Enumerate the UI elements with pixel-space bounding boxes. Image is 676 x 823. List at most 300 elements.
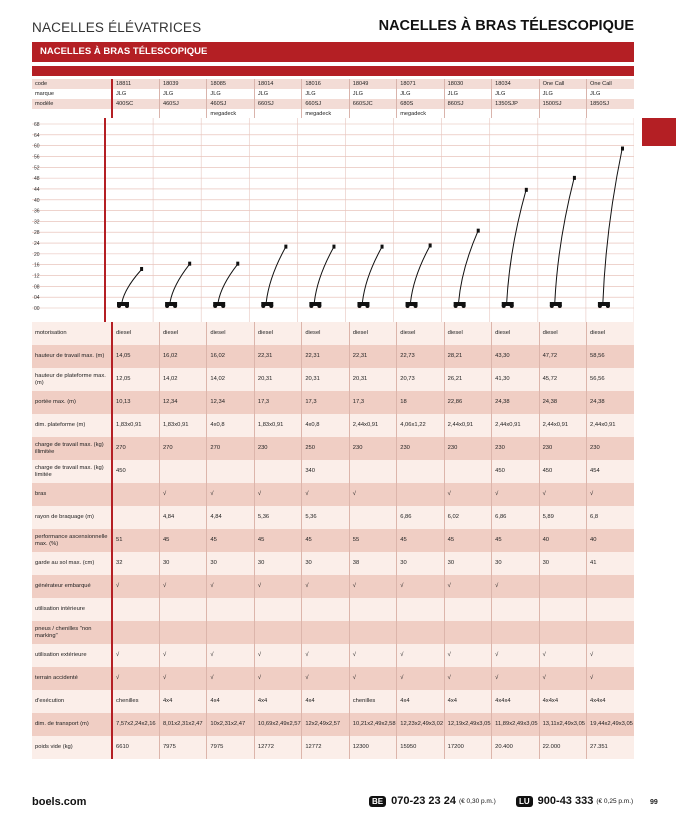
ident-cell-code: 18030 [444, 79, 491, 89]
chart-tick-label: 52 [34, 165, 40, 172]
spec-cell: 270 [207, 437, 254, 460]
spec-cell: 22.000 [539, 736, 586, 759]
spec-cell: 16,02 [159, 345, 206, 368]
ident-cell-code: 18049 [349, 79, 396, 89]
machine-boom [266, 248, 285, 302]
spec-cell: √ [349, 575, 396, 598]
spec-cell: 12x2,49x2,57 [302, 713, 349, 736]
spec-cell [349, 598, 396, 621]
machine-boom [362, 248, 381, 302]
ident-cell-model: 460SJ [159, 99, 206, 109]
machine-wheel [357, 304, 361, 308]
spec-cell: 24,38 [587, 391, 634, 414]
spec-cell: 12,34 [207, 391, 254, 414]
spec-row [32, 644, 634, 667]
spec-cell: 30 [539, 552, 586, 575]
spec-cell: 26,21 [444, 368, 491, 391]
ident-cell-model: 860SJ [444, 99, 491, 109]
spec-cell: diesel [159, 322, 206, 345]
spec-cell: 4x4 [397, 690, 444, 713]
spec-cell: √ [444, 575, 491, 598]
spec-cell: 43,30 [492, 345, 539, 368]
spec-cell [112, 506, 159, 529]
spec-cell: 6610 [112, 736, 159, 759]
spec-cell: 45,72 [539, 368, 586, 391]
spec-cell: 5,36 [254, 506, 301, 529]
spec-label: dim. plateforme (m) [32, 414, 112, 437]
spec-cell: 454 [587, 460, 634, 483]
spec-cell: 20,31 [302, 368, 349, 391]
spec-cell: 17,3 [302, 391, 349, 414]
spec-cell: diesel [587, 322, 634, 345]
spec-cell [349, 506, 396, 529]
spec-cell: √ [587, 483, 634, 506]
machine-platform [573, 176, 576, 180]
spec-cell: 1,83x0,91 [254, 414, 301, 437]
machine-boom [411, 246, 430, 302]
machine-platform [236, 262, 239, 266]
spec-cell: √ [492, 667, 539, 690]
ident-label: modèle [32, 99, 112, 109]
spec-cell: √ [302, 667, 349, 690]
spec-cell: 30 [397, 552, 444, 575]
spec-cell: √ [302, 575, 349, 598]
spec-cell: √ [159, 575, 206, 598]
spec-cell: 28,21 [444, 345, 491, 368]
spec-cell: √ [444, 667, 491, 690]
spec-cell: 41 [587, 552, 634, 575]
spec-cell [539, 598, 586, 621]
ident-row-code [32, 79, 634, 89]
spec-cell [397, 621, 444, 644]
machine-wheel [365, 304, 369, 308]
spec-cell [539, 575, 586, 598]
spec-cell: √ [207, 667, 254, 690]
spec-cell: 12,19x2,49x3,05 [444, 713, 491, 736]
spec-cell: 12772 [254, 736, 301, 759]
spec-cell: 7975 [159, 736, 206, 759]
spec-cell: 45 [397, 529, 444, 552]
spec-cell: 230 [349, 437, 396, 460]
ident-cell-brand: JLG [159, 89, 206, 99]
spec-cell: 47,72 [539, 345, 586, 368]
spec-cell: 270 [112, 437, 159, 460]
ident-cell-model: 1350SJP [492, 99, 539, 109]
spec-cell [207, 598, 254, 621]
phone-lu[interactable] [516, 795, 633, 807]
machine-platform [188, 262, 191, 266]
spec-row [32, 460, 634, 483]
header-divider-bar [32, 66, 634, 76]
spec-cell [349, 460, 396, 483]
machine-wheel [406, 304, 410, 308]
spec-cell: diesel [207, 322, 254, 345]
ident-cell-brand: JLG [444, 89, 491, 99]
phone-be[interactable] [369, 795, 496, 807]
machine-wheel [261, 304, 265, 308]
spec-cell: √ [254, 483, 301, 506]
chart-tick-label: 20 [34, 251, 40, 258]
spec-cell: 4x0,8 [207, 414, 254, 437]
spec-cell [302, 598, 349, 621]
spec-cell: 13,11x2,49x3,05 [539, 713, 586, 736]
ident-cell-code: 18071 [397, 79, 444, 89]
ident-cell-brand: JLG [539, 89, 586, 99]
machine-boom [603, 150, 622, 302]
spec-cell: 4x4 [254, 690, 301, 713]
spec-cell: diesel [349, 322, 396, 345]
machine-platform [525, 188, 528, 192]
spec-cell: √ [207, 483, 254, 506]
machine-platform [429, 243, 432, 247]
spec-cell: √ [112, 667, 159, 690]
spec-cell [539, 621, 586, 644]
spec-cell [587, 621, 634, 644]
spec-row [32, 621, 634, 644]
spec-cell: 4,06x1,22 [397, 414, 444, 437]
spec-cell: 38 [349, 552, 396, 575]
spec-cell: 5,36 [302, 506, 349, 529]
spec-cell: 6,86 [492, 506, 539, 529]
spec-cell [112, 598, 159, 621]
ident-cell-code: 18085 [207, 79, 254, 89]
spec-cell [159, 598, 206, 621]
spec-label: d'exécution [32, 690, 112, 713]
spec-cell: 19,44x2,49x3,05 [587, 713, 634, 736]
spec-cell [397, 460, 444, 483]
website-link[interactable]: boels.com [32, 796, 87, 808]
spec-cell: 14,02 [207, 368, 254, 391]
spec-cell: 20,73 [397, 368, 444, 391]
spec-label: pneus / chenilles "non marking" [32, 621, 112, 644]
spec-cell: 2,44x0,91 [587, 414, 634, 437]
chart-tick-label: 00 [34, 306, 40, 312]
ident-cell-model: 460SJ [207, 99, 254, 109]
chart-tick-label: 60 [34, 143, 40, 150]
spec-label: performance ascensionnelle max. (%) [32, 529, 112, 552]
chart-tick-label: 36 [34, 208, 40, 215]
spec-cell: √ [539, 667, 586, 690]
spec-label: rayon de braquage (m) [32, 506, 112, 529]
spec-cell: 45 [444, 529, 491, 552]
spec-cell: √ [159, 644, 206, 667]
chart-tick-label: 04 [34, 295, 40, 302]
spec-cell: 20.400 [492, 736, 539, 759]
spec-cell: 17,3 [254, 391, 301, 414]
machine-identification-table [32, 79, 634, 119]
spec-cell: 10x2,31x2,47 [207, 713, 254, 736]
spec-cell: 6,8 [587, 506, 634, 529]
spec-cell: √ [444, 483, 491, 506]
spec-cell: 8,01x2,31x2,47 [159, 713, 206, 736]
spec-cell: 45 [302, 529, 349, 552]
spec-cell: 12,23x2,49x3,02 [397, 713, 444, 736]
spec-cell: 4x4 [159, 690, 206, 713]
spec-label: générateur embarqué [32, 575, 112, 598]
spec-row [32, 575, 634, 598]
spec-cell: 55 [349, 529, 396, 552]
chart-tick-label: 48 [34, 176, 40, 183]
spec-cell: √ [397, 575, 444, 598]
spec-cell: 250 [302, 437, 349, 460]
spec-cell: √ [587, 667, 634, 690]
machine-wheel [550, 304, 554, 308]
machine-boom [459, 232, 478, 302]
spec-cell: 4x4x4 [492, 690, 539, 713]
spec-row [32, 736, 634, 759]
spec-label: dim. de transport (m) [32, 713, 112, 736]
spec-cell: 7,57x2,24x2,16 [112, 713, 159, 736]
spec-cell [112, 621, 159, 644]
spec-label: garde au sol max. (cm) [32, 552, 112, 575]
spec-cell: 450 [492, 460, 539, 483]
spec-label: utilisation intérieure [32, 598, 112, 621]
machine-wheel [454, 304, 458, 308]
spec-cell: 14,05 [112, 345, 159, 368]
spec-cell: √ [492, 575, 539, 598]
spec-cell: 7975 [207, 736, 254, 759]
spec-row [32, 368, 634, 391]
machine-platform [381, 245, 384, 249]
spec-cell: 4,84 [207, 506, 254, 529]
spec-cell: √ [587, 644, 634, 667]
machine-wheel [125, 304, 129, 308]
spec-cell [207, 460, 254, 483]
spec-cell [492, 598, 539, 621]
spec-cell: 4x0,8 [302, 414, 349, 437]
spec-row [32, 322, 634, 345]
ident-cell-brand: JLG [349, 89, 396, 99]
spec-cell: √ [159, 483, 206, 506]
spec-cell: 45 [207, 529, 254, 552]
spec-cell [587, 598, 634, 621]
spec-cell: 4x4x4 [587, 690, 634, 713]
spec-cell: 17200 [444, 736, 491, 759]
spec-cell: 30 [254, 552, 301, 575]
spec-cell: 22,31 [349, 345, 396, 368]
ident-cell-brand: JLG [587, 89, 634, 99]
spec-cell [397, 598, 444, 621]
spec-cell: 10,69x2,49x2,57 [254, 713, 301, 736]
spec-cell: chenilles [112, 690, 159, 713]
spec-cell [349, 621, 396, 644]
ident-cell-note: megadeck [207, 109, 254, 119]
spec-cell: 14,02 [159, 368, 206, 391]
chart-tick-label: 64 [34, 132, 40, 139]
chart-tick-label: 44 [34, 186, 40, 193]
spec-label: motorisation [32, 322, 112, 345]
spec-cell: 2,44x0,91 [349, 414, 396, 437]
ident-cell-code: One Call [587, 79, 634, 89]
spec-cell: √ [397, 644, 444, 667]
spec-row [32, 345, 634, 368]
chart-tick-label: 12 [34, 273, 40, 280]
spec-cell: √ [302, 483, 349, 506]
spec-cell: 20,31 [349, 368, 396, 391]
machine-boom [555, 179, 574, 302]
machine-wheel [598, 304, 602, 308]
spec-cell: √ [349, 644, 396, 667]
spec-cell: 2,44x0,91 [492, 414, 539, 437]
working-height-chart [32, 118, 634, 322]
spec-cell: 56,56 [587, 368, 634, 391]
machine-wheel [414, 304, 418, 308]
ident-cell-model: 1850SJ [587, 99, 634, 109]
spec-cell: √ [112, 644, 159, 667]
ident-cell-code: 18016 [302, 79, 349, 89]
be-phone-number: 070-23 23 24 [391, 795, 456, 807]
spec-cell [444, 621, 491, 644]
spec-row [32, 483, 634, 506]
spec-cell: diesel [444, 322, 491, 345]
chart-tick-label: 28 [34, 230, 40, 237]
chart-tick-label: 32 [34, 219, 40, 226]
spec-cell: 24,38 [539, 391, 586, 414]
spec-cell: √ [159, 667, 206, 690]
page-title: NACELLES À BRAS TÉLESCOPIQUE [378, 18, 634, 34]
spec-cell [302, 621, 349, 644]
spec-cell [207, 621, 254, 644]
spec-cell: diesel [112, 322, 159, 345]
section-band: NACELLES À BRAS TÉLESCOPIQUE [32, 42, 634, 62]
machine-boom [507, 191, 526, 302]
spec-cell: 30 [444, 552, 491, 575]
spec-cell: 4x4x4 [539, 690, 586, 713]
spec-cell: √ [397, 667, 444, 690]
ident-cell-model: 400SC [112, 99, 159, 109]
spec-label: utilisation extérieure [32, 644, 112, 667]
spec-cell: 230 [444, 437, 491, 460]
spec-cell: √ [492, 483, 539, 506]
machine-platform [332, 245, 335, 249]
machine-platform [621, 147, 624, 151]
spec-cell: 4x4 [207, 690, 254, 713]
machine-wheel [309, 304, 313, 308]
ident-row-brand [32, 89, 634, 99]
ident-cell-code: 18034 [492, 79, 539, 89]
ident-cell-code: One Call [539, 79, 586, 89]
spec-cell: 30 [159, 552, 206, 575]
ident-cell-brand: JLG [302, 89, 349, 99]
ident-cell-brand: JLG [397, 89, 444, 99]
spec-cell: 30 [207, 552, 254, 575]
spec-cell: 4x4 [302, 690, 349, 713]
spec-cell: 45 [254, 529, 301, 552]
ident-cell-note: megadeck [302, 109, 349, 119]
spec-cell: 40 [587, 529, 634, 552]
spec-row [32, 414, 634, 437]
chart-tick-label: 24 [34, 241, 40, 248]
machine-platform [140, 267, 143, 271]
spec-cell: 17,3 [349, 391, 396, 414]
spec-cell: 340 [302, 460, 349, 483]
spec-cell [444, 460, 491, 483]
ident-cell-model: 1500SJ [539, 99, 586, 109]
spec-cell: 6,02 [444, 506, 491, 529]
spec-label: charge de travail max. (kg) limitée [32, 460, 112, 483]
spec-cell: 230 [254, 437, 301, 460]
spec-cell: diesel [539, 322, 586, 345]
spec-cell: 45 [492, 529, 539, 552]
spec-cell: 11,89x2,49x3,05 [492, 713, 539, 736]
spec-cell: 27.351 [587, 736, 634, 759]
spec-label: terrain accidenté [32, 667, 112, 690]
spec-cell: 10,21x2,49x2,58 [349, 713, 396, 736]
spec-cell: 230 [492, 437, 539, 460]
ident-label: marque [32, 89, 112, 99]
spec-row [32, 506, 634, 529]
spec-cell [254, 621, 301, 644]
spec-cell: 51 [112, 529, 159, 552]
spec-cell: 16,02 [207, 345, 254, 368]
spec-cell: √ [492, 644, 539, 667]
machine-wheel [221, 304, 225, 308]
spec-label: hauteur de travail max. (m) [32, 345, 112, 368]
spec-cell: √ [207, 644, 254, 667]
spec-row [32, 391, 634, 414]
spec-cell: 12,05 [112, 368, 159, 391]
ident-cell-brand: JLG [207, 89, 254, 99]
spec-cell: 58,56 [587, 345, 634, 368]
machine-wheel [117, 304, 121, 308]
spec-row [32, 598, 634, 621]
spec-cell: diesel [254, 322, 301, 345]
ident-cell-code: 18014 [254, 79, 301, 89]
chart-tick-label: 68 [34, 122, 40, 128]
machine-wheel [558, 304, 562, 308]
spec-cell: 41,30 [492, 368, 539, 391]
spec-cell [159, 460, 206, 483]
be-badge: BE [369, 796, 386, 807]
spec-cell: 12772 [302, 736, 349, 759]
spec-cell: 45 [159, 529, 206, 552]
spec-cell [254, 460, 301, 483]
spec-cell [397, 483, 444, 506]
ident-cell-brand: JLG [112, 89, 159, 99]
machine-boom [218, 265, 237, 302]
be-price: (€ 0,30 p.m.) [458, 797, 496, 805]
spec-cell: 30 [492, 552, 539, 575]
spec-cell: chenilles [349, 690, 396, 713]
page-number: 99 [650, 799, 658, 806]
spec-cell: 15950 [397, 736, 444, 759]
spec-cell: 22,31 [302, 345, 349, 368]
spec-cell: 10,13 [112, 391, 159, 414]
machine-wheel [606, 304, 610, 308]
spec-cell: 270 [159, 437, 206, 460]
spec-cell: diesel [302, 322, 349, 345]
ident-cell-brand: JLG [254, 89, 301, 99]
spec-cell: 2,44x0,91 [444, 414, 491, 437]
spec-cell: 20,31 [254, 368, 301, 391]
machine-wheel [317, 304, 321, 308]
spec-cell: 24,38 [492, 391, 539, 414]
chapter-tab [642, 118, 676, 146]
spec-cell [112, 483, 159, 506]
spec-cell: √ [254, 575, 301, 598]
machine-platform [284, 245, 287, 249]
spec-cell: 5,89 [539, 506, 586, 529]
machine-boom [314, 248, 333, 302]
machine-wheel [165, 304, 169, 308]
spec-row [32, 552, 634, 575]
spec-cell: 230 [587, 437, 634, 460]
lu-price: (€ 0,25 p.m.) [596, 797, 634, 805]
specifications-table [32, 322, 634, 759]
spec-cell: 12300 [349, 736, 396, 759]
machine-wheel [213, 304, 217, 308]
spec-cell: √ [539, 483, 586, 506]
